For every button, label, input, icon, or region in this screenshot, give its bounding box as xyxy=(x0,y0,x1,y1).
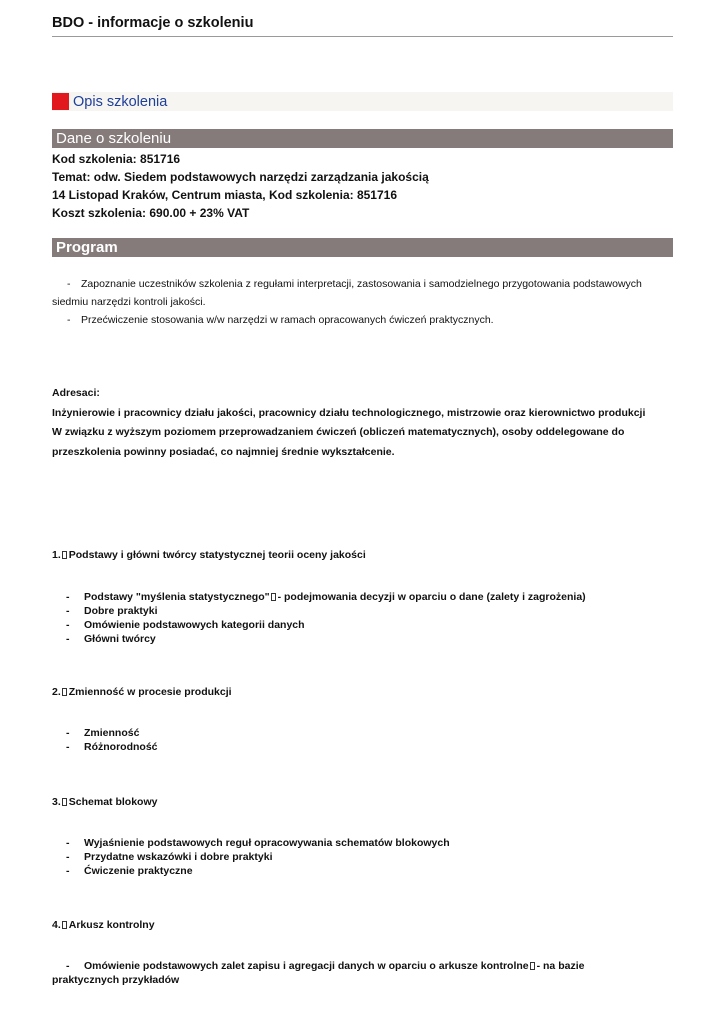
module-2 xyxy=(52,685,673,699)
module-item: - Zmienność xyxy=(66,727,140,739)
box-glyph-icon xyxy=(62,688,67,696)
program-section-bar: Program xyxy=(52,238,673,257)
training-info xyxy=(52,150,673,222)
module-4-items xyxy=(52,959,673,987)
opis-section-header xyxy=(52,92,673,111)
box-glyph-icon xyxy=(62,798,67,806)
module-2-items xyxy=(52,726,673,754)
adresaci-line: Inżynierowie i pracownicy działu jakości, pracownicy działu technologicznego, mistrzowie oraz kierownictwo produkcji xyxy=(52,406,646,419)
program-item-continuation: siedmiu narzędzi kontroli jakości. xyxy=(52,296,206,308)
box-glyph-icon xyxy=(530,962,535,970)
module-1-items xyxy=(52,590,673,646)
box-glyph-icon xyxy=(62,921,67,929)
module-item: - Podstawy "myślenia statystycznego" - podejmowania decyzji w oparciu o dane (zalety i zagrożenia) xyxy=(66,591,586,603)
adresaci-line: przeszkolenia powinny posiadać, co najmniej średnie wykształcenie. xyxy=(52,445,395,458)
training-date-location: 14 Listopad Kraków, Centrum miasta, Kod szkolenia: 851716 xyxy=(52,188,397,202)
adresaci-block xyxy=(52,384,677,462)
module-3-items xyxy=(52,836,673,878)
module-item: - Omówienie podstawowych zalet zapisu i agregacji danych w oparciu o arkusze kontrolne - na bazie xyxy=(66,960,585,972)
module-1 xyxy=(52,548,673,562)
module-item: - Główni twórcy xyxy=(66,633,156,645)
module-item: - Ćwiczenie praktyczne xyxy=(66,865,193,877)
program-item: - Przećwiczenie stosowania w/w narzędzi w ramach opracowanych ćwiczeń praktycznych. xyxy=(67,314,494,326)
box-glyph-icon xyxy=(62,551,67,559)
module-title: 2. Zmienność w procesie produkcji xyxy=(52,686,232,698)
program-list xyxy=(52,275,673,329)
training-cost: Koszt szkolenia: 690.00 + 23% VAT xyxy=(52,206,250,220)
opis-title: Opis szkolenia xyxy=(73,93,168,110)
module-title: 1. Podstawy i główni twórcy statystycznej teorii oceny jakości xyxy=(52,549,366,561)
module-item: - Przydatne wskazówki i dobre praktyki xyxy=(66,851,273,863)
module-item: - Omówienie podstawowych kategorii danych xyxy=(66,619,305,631)
module-item: - Różnorodność xyxy=(66,741,158,753)
adresaci-label: Adresaci: xyxy=(52,387,100,399)
module-3 xyxy=(52,795,673,809)
box-glyph-icon xyxy=(271,593,276,601)
training-topic: Temat: odw. Siedem podstawowych narzędzi zarządzania jakością xyxy=(52,170,429,184)
red-square-icon xyxy=(52,93,69,110)
training-code: Kod szkolenia: 851716 xyxy=(52,152,181,166)
module-item-continuation: praktycznych przykładów xyxy=(52,974,180,986)
module-item: - Dobre praktyki xyxy=(66,605,158,617)
program-item: - Zapoznanie uczestników szkolenia z regułami interpretacji, zastosowania i samodzielnego przygotowania podstawowych xyxy=(67,278,642,290)
page-title: BDO - informacje o szkoleniu xyxy=(52,15,254,31)
dane-section-bar: Dane o szkoleniu xyxy=(52,129,673,148)
module-title: 4. Arkusz kontrolny xyxy=(52,919,155,931)
module-title: 3. Schemat blokowy xyxy=(52,796,158,808)
adresaci-line: W związku z wyższym poziomem przeprowadzaniem ćwiczeń (obliczeń matematycznych), osoby oddelegowane do xyxy=(52,426,625,438)
module-item: - Wyjaśnienie podstawowych reguł opracowywania schematów blokowych xyxy=(66,837,450,849)
page-header xyxy=(52,14,673,37)
module-4 xyxy=(52,918,673,932)
